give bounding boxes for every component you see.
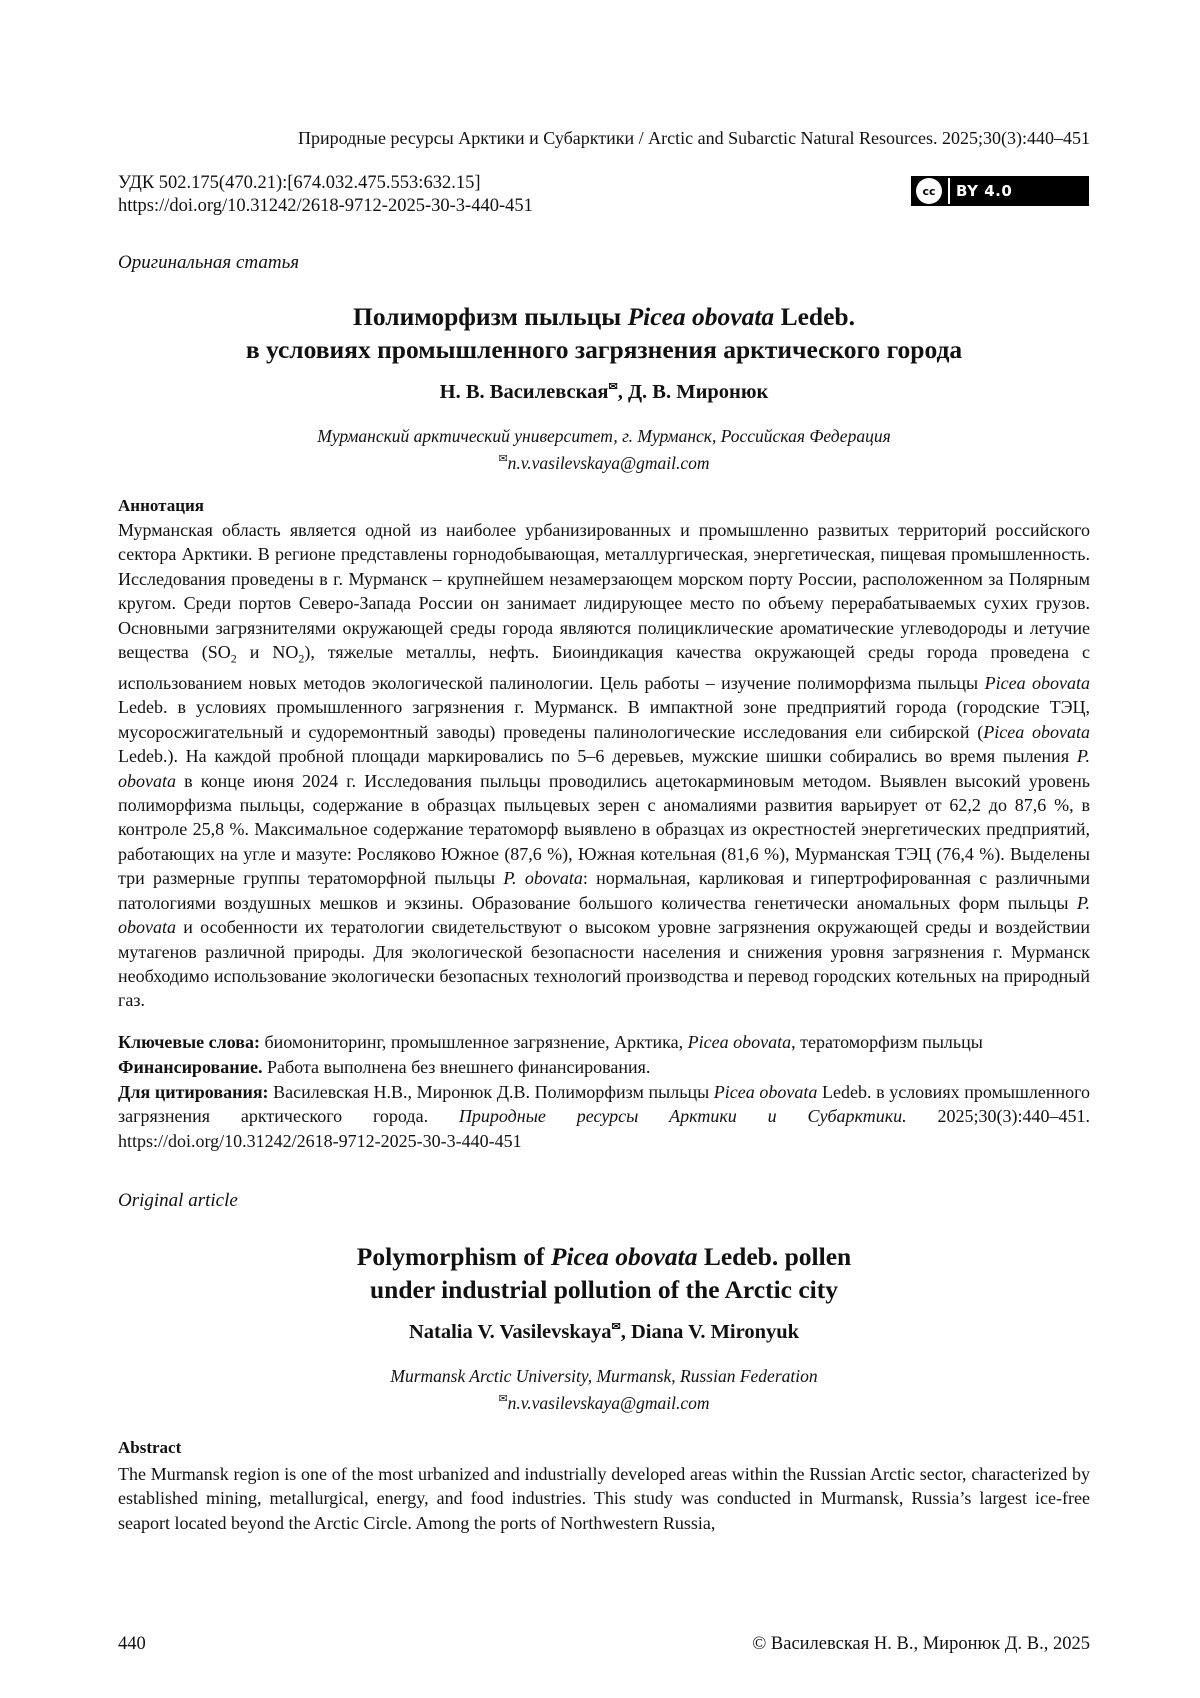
page-footer bbox=[118, 1634, 1090, 1655]
en-email-link[interactable]: n.v.vasilevskaya@gmail.com bbox=[507, 1392, 710, 1413]
udk-code: УДК 502.175(470.21):[674.032.475.553:632.15] bbox=[118, 173, 481, 193]
abstract-text: The Murmansk region is one of the most urbanized and industrially developed areas within the Russian Arctic sector, characterized by established mining, metallurgical, energy, and food industries. This study was conducted in Murmansk, Russia’s largest ice-free seaport located beyond the Arctic Circle. Among the ports of Northwestern Russia, bbox=[118, 1464, 1090, 1533]
doi-link[interactable]: https://doi.org/10.31242/2618-9712-2025-30-3-440-451 bbox=[118, 196, 533, 216]
creative-commons-icon: cc bbox=[916, 178, 942, 204]
envelope-icon: ✉ bbox=[608, 381, 618, 393]
ru-email-link[interactable]: n.v.vasilevskaya@gmail.com bbox=[507, 452, 710, 473]
badge-divider bbox=[948, 178, 950, 204]
page-number: 440 bbox=[118, 1634, 146, 1654]
en-article-type: Original article bbox=[118, 1190, 238, 1211]
annotation-heading: Аннотация bbox=[118, 496, 204, 515]
ru-authors bbox=[118, 380, 1090, 404]
journal-header: Природные ресурсы Арктики и Субарктики / Arctic and Subarctic Natural Resources. 2025;30(3):440–451 bbox=[297, 128, 1090, 148]
ru-affiliation-block bbox=[118, 425, 1090, 475]
abstract-heading: Abstract bbox=[118, 1438, 182, 1457]
en-title: Polymorphism of Picea obovata Ledeb. pollen under industrial pollution of the Arctic city bbox=[356, 1242, 852, 1304]
copyright: © Василевская Н. В., Миронюк Д. В., 2025 bbox=[752, 1634, 1090, 1654]
envelope-icon: ✉ bbox=[498, 1393, 508, 1405]
citation: Для цитирования: Василевская Н.В., Миронюк Д.В. Полиморфизм пыльцы Picea obovata Ledeb. в условиях промышленного загрязнения арктического города. Природные ресурсы Арктики и Субарктики. 2025;30(3):440–451. https://doi.org/10.31242/2618-9712-2025-30-3-440-451 bbox=[118, 1082, 1091, 1151]
cc-by-license-badge[interactable] bbox=[911, 176, 1089, 206]
envelope-icon: ✉ bbox=[498, 453, 508, 465]
ru-article-type: Оригинальная статья bbox=[118, 252, 300, 273]
ru-author-2: , Д. В. Миронюк bbox=[617, 380, 769, 403]
en-affiliation: Murmansk Arctic University, Murmansk, Russian Federation bbox=[390, 1366, 818, 1386]
keywords: Ключевые слова: биомониторинг, промышленное загрязнение, Арктика, Picea obovata, тератоморфизм пыльцы bbox=[118, 1032, 983, 1052]
en-affiliation-block bbox=[118, 1365, 1090, 1415]
ru-affiliation: Мурманский арктический университет, г. Мурманск, Российская Федерация bbox=[317, 426, 891, 446]
annotation-text: Мурманская область является одной из наиболее урбанизированных и промышленно развитых территорий российского сектора Арктики. В регионе представлены горнодобывающая, металлургическая, энергетическая, пищевая промышленность. Исследования проведены в г. Мурманск – крупнейшем незамерзающем морском порту России, расположенном за Полярным кругом. Среди портов Северо-Запада России он занимает лидирующее место по объему перерабатываемых сухих грузов. Основными загрязнителями окружающей среды города являются полициклические ароматические углеводороды и летучие вещества ($SO_2$ и $NO_2$), тяжелые металлы, нефть. Биоиндикация качества окружающей среды города проведена с использованием новых методов экологической палинологии. Цель работы – изучение полиморфизма пыльцы Picea obovata Ledeb. в условиях промышленного загрязнения г. Мурманск. В импактной зоне предприятий города (городские ТЭЦ, мусоросжигательный и судоремонтный заводы) проведены палинологические исследования ели сибирской (Picea obovata Ledeb.). На каждой пробной площади маркировались по 5–6 деревьев, мужские шишки собирались во время пыления P. obovata в конце июня 2024 г. Исследования пыльцы проводились ацетокарминовым методом. Выявлен высокий уровень полиморфизма пыльцы, содержание в образцах пыльцевых зерен с аномалиями развития варьирует от 62,2 до 87,6 %, в контроле 25,8 %. Максимальное содержание тератоморф выявлено в образцах из окрестностей энергетических предприятий, работающих на угле и мазуте: Росляково Южное (87,6 %), Южная котельная (81,6 %), Мурманская ТЭЦ (76,4 %). Выделены три размерные группы тератоморфной пыльцы P. obovata: нормальная, карликовая и гипертрофированная с различными патологиями воздушных мешков и экзины. Образование большого количества генетически аномальных форм пыльцы P. obovata и особенности их тератологии свидетельствуют о высоком уровне загрязнения окружающей среды и воздействии мутагенов различной природы. Для экологической безопасности населения и снижения уровня загрязнения г. Мурманск необходимо использование экологически безопасных технологий производства и перевод городских котельных на природный газ. bbox=[118, 520, 1091, 1011]
ru-title: Полиморфизм пыльцы Picea obovata Ledeb. в условиях промышленного загрязнения арктического города bbox=[245, 302, 963, 364]
ru-author-1: Н. В. Василевская bbox=[439, 380, 609, 403]
envelope-icon: ✉ bbox=[611, 1321, 621, 1333]
license-label: BY 4.0 bbox=[956, 182, 1013, 200]
en-author-1: Natalia V. Vasilevskaya bbox=[408, 1320, 612, 1343]
en-authors bbox=[118, 1320, 1090, 1344]
funding: Финансирование. Работа выполнена без внешнего финансирования. bbox=[118, 1057, 651, 1077]
en-author-2: , Diana V. Mironyuk bbox=[620, 1320, 800, 1343]
